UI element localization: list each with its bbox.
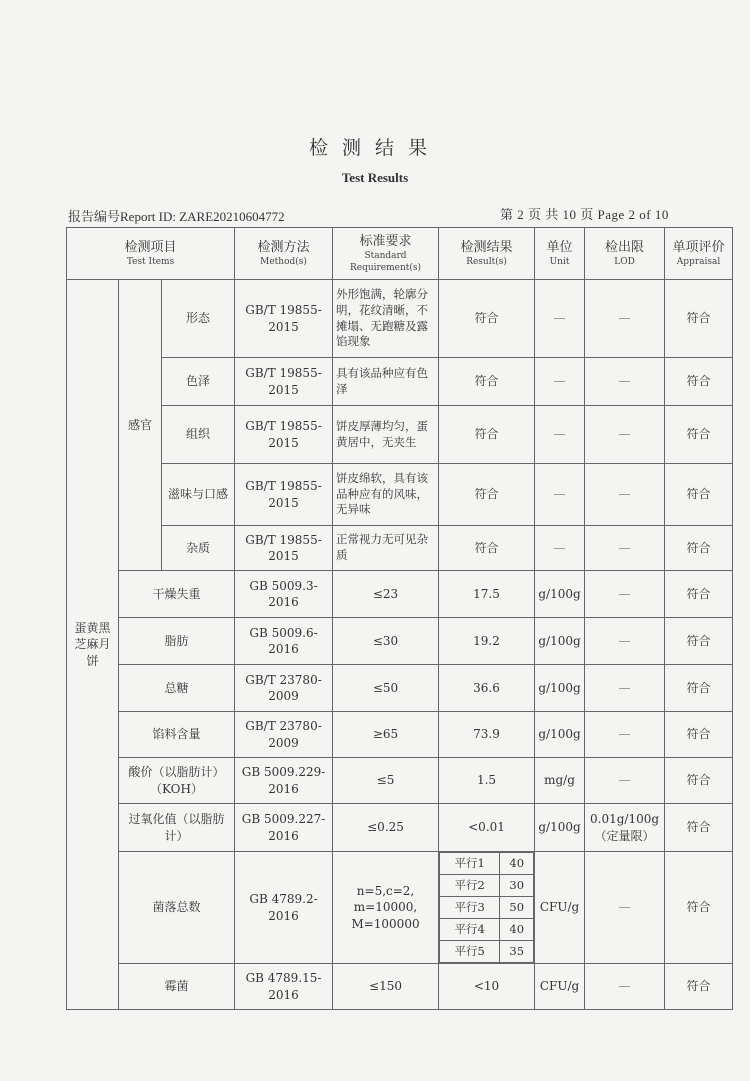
item-lod: — [585, 280, 665, 358]
item-lod: — [585, 852, 665, 964]
item-requirement: 饼皮绵软，具有该品种应有的风味，无异味 [333, 464, 439, 526]
item-appraisal: 符合 [665, 964, 733, 1010]
item-method: GB 5009.229-2016 [235, 758, 333, 804]
item-method: GB 5009.6-2016 [235, 618, 333, 665]
item-requirement: ≤23 [333, 571, 439, 618]
item-method: GB/T 19855-2015 [235, 280, 333, 358]
table-header-row [67, 228, 733, 280]
table-row [67, 571, 733, 618]
item-unit: — [535, 358, 585, 406]
item-unit: g/100g [535, 665, 585, 712]
parallel-label: 平行1 [440, 853, 500, 875]
item-name: 滋味与口感 [162, 464, 235, 526]
item-appraisal: 符合 [665, 665, 733, 712]
item-method: GB/T 19855-2015 [235, 526, 333, 571]
table-row [67, 406, 733, 464]
item-unit: — [535, 406, 585, 464]
item-method: GB/T 19855-2015 [235, 358, 333, 406]
table-row [67, 358, 733, 406]
item-result: 1.5 [439, 758, 535, 804]
sensory-group: 感官 [119, 280, 162, 571]
item-unit: — [535, 526, 585, 571]
header-result: 检测结果 Result(s) [439, 228, 535, 280]
item-appraisal: 符合 [665, 406, 733, 464]
item-method: GB/T 19855-2015 [235, 406, 333, 464]
item-appraisal: 符合 [665, 758, 733, 804]
parallel-value: 50 [500, 897, 534, 919]
item-unit: — [535, 280, 585, 358]
item-name: 菌落总数 [119, 852, 235, 964]
item-unit: CFU/g [535, 964, 585, 1010]
page-title-en: Test Results [341, 170, 409, 185]
parallel-table [439, 852, 534, 963]
item-lod: — [585, 964, 665, 1010]
parallel-value: 35 [500, 941, 534, 963]
parallel-value: 40 [500, 853, 534, 875]
item-requirement: ≤50 [333, 665, 439, 712]
item-lod: — [585, 571, 665, 618]
item-result: <10 [439, 964, 535, 1010]
item-requirement: ≤150 [333, 964, 439, 1010]
item-unit: g/100g [535, 571, 585, 618]
table-row [67, 526, 733, 571]
item-lod: — [585, 758, 665, 804]
table-row [67, 804, 733, 852]
table-row [67, 665, 733, 712]
item-requirement: ≤0.25 [333, 804, 439, 852]
item-appraisal: 符合 [665, 618, 733, 665]
item-name: 杂质 [162, 526, 235, 571]
item-result: 符合 [439, 464, 535, 526]
item-method: GB 4789.2-2016 [235, 852, 333, 964]
item-name: 霉菌 [119, 964, 235, 1010]
table-row [67, 964, 733, 1010]
item-name: 过氧化值（以脂肪计） [119, 804, 235, 852]
header-test-items: 检测项目 Test Items [67, 228, 235, 280]
parallel-label: 平行4 [440, 919, 500, 941]
item-name: 总糖 [119, 665, 235, 712]
table-row [67, 464, 733, 526]
item-requirement: ≥65 [333, 712, 439, 758]
item-result: 36.6 [439, 665, 535, 712]
item-name: 色泽 [162, 358, 235, 406]
item-requirement: ≤30 [333, 618, 439, 665]
item-unit: g/100g [535, 618, 585, 665]
table-row [67, 280, 733, 358]
item-appraisal: 符合 [665, 804, 733, 852]
item-requirement: ≤5 [333, 758, 439, 804]
item-method: GB/T 23780-2009 [235, 665, 333, 712]
item-lod: — [585, 665, 665, 712]
item-method: GB 5009.3-2016 [235, 571, 333, 618]
item-unit: g/100g [535, 804, 585, 852]
product-name: 蛋黄黑芝麻月饼 [67, 280, 119, 1010]
header-standard: 标准要求 Standard Requirement(s) [333, 228, 439, 280]
item-appraisal: 符合 [665, 280, 733, 358]
item-result: 符合 [439, 526, 535, 571]
item-appraisal: 符合 [665, 571, 733, 618]
item-name: 酸价（以脂肪计）（KOH） [119, 758, 235, 804]
item-result: <0.01 [439, 804, 535, 852]
item-result: 符合 [439, 406, 535, 464]
parallel-label: 平行5 [440, 941, 500, 963]
parallel-value: 40 [500, 919, 534, 941]
item-name: 组织 [162, 406, 235, 464]
item-lod: — [585, 358, 665, 406]
item-name: 形态 [162, 280, 235, 358]
item-requirement: 正常视力无可见杂质 [333, 526, 439, 571]
item-name: 干燥失重 [119, 571, 235, 618]
item-result: 符合 [439, 280, 535, 358]
item-unit: CFU/g [535, 852, 585, 964]
item-requirement: n=5,c=2, m=10000, M=100000 [333, 852, 439, 964]
item-unit: — [535, 464, 585, 526]
item-unit: g/100g [535, 712, 585, 758]
item-lod: — [585, 712, 665, 758]
table-row [67, 758, 733, 804]
parallel-label: 平行3 [440, 897, 500, 919]
item-requirement: 饼皮厚薄均匀，蛋黄居中，无夹生 [333, 406, 439, 464]
item-name: 馅料含量 [119, 712, 235, 758]
item-appraisal: 符合 [665, 464, 733, 526]
item-lod: — [585, 464, 665, 526]
item-lod: — [585, 526, 665, 571]
page-title-cn: 检测结果 [308, 137, 441, 159]
item-result: 73.9 [439, 712, 535, 758]
header-lod: 检出限 LOD [585, 228, 665, 280]
table-row [67, 852, 733, 964]
item-appraisal: 符合 [665, 526, 733, 571]
item-appraisal: 符合 [665, 852, 733, 964]
item-method: GB 5009.227-2016 [235, 804, 333, 852]
header-unit: 单位 Unit [535, 228, 585, 280]
item-result: 符合 [439, 358, 535, 406]
parallel-label: 平行2 [440, 875, 500, 897]
item-method: GB 4789.15-2016 [235, 964, 333, 1010]
item-appraisal: 符合 [665, 358, 733, 406]
page-number: 第 2 页 共 10 页 Page 2 of 10 [500, 207, 669, 222]
item-requirement: 外形饱满，轮廓分明，花纹清晰，不摊塌、无跑糖及露馅现象 [333, 280, 439, 358]
results-table [66, 227, 733, 1010]
item-method: GB/T 19855-2015 [235, 464, 333, 526]
header-appraisal: 单项评价 Appraisal [665, 228, 733, 280]
item-result: 17.5 [439, 571, 535, 618]
item-appraisal: 符合 [665, 712, 733, 758]
item-unit: mg/g [535, 758, 585, 804]
item-lod: 0.01g/100g（定量限） [585, 804, 665, 852]
table-row [67, 712, 733, 758]
report-id: 报告编号Report ID: ZARE20210604772 [68, 209, 285, 224]
item-method: GB/T 23780-2009 [235, 712, 333, 758]
item-requirement: 具有该品种应有色泽 [333, 358, 439, 406]
item-lod: — [585, 618, 665, 665]
table-row [67, 618, 733, 665]
parallel-value: 30 [500, 875, 534, 897]
parallel-results [439, 852, 535, 964]
item-lod: — [585, 406, 665, 464]
item-result: 19.2 [439, 618, 535, 665]
header-method: 检测方法 Method(s) [235, 228, 333, 280]
item-name: 脂肪 [119, 618, 235, 665]
